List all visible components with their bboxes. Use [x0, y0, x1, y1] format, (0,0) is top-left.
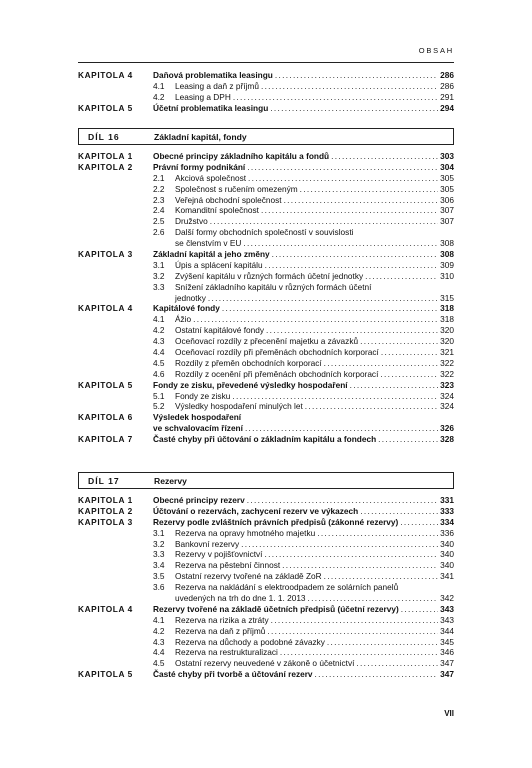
toc-entry [78, 336, 454, 347]
toc-entry [78, 173, 454, 184]
page-number-ref: 307 [440, 216, 454, 227]
running-head: OBSAH [418, 46, 454, 55]
chapter-label: KAPITOLA 3 [78, 249, 133, 260]
section-number: 4.2 [153, 325, 165, 336]
entry-title: jednotky [175, 292, 206, 303]
entry-title: Snížení základního kapitálu v různých formách účetní [175, 281, 372, 292]
entry-title: Zvýšení kapitálu v různých formách účetní jednotky [175, 270, 364, 281]
dot-leader [247, 495, 438, 506]
toc-entry [78, 260, 454, 271]
chapter-label: KAPITOLA 5 [78, 669, 133, 680]
toc-entry [78, 571, 454, 582]
entry-title: Rezerva na pěstební činnost [175, 560, 281, 571]
toc-entry [78, 593, 454, 604]
dot-leader [233, 92, 438, 103]
toc-entry [78, 293, 454, 304]
dot-leader [243, 238, 438, 249]
page-number-ref: 291 [440, 91, 454, 102]
entry-title: Výsledek hospodaření [153, 412, 242, 423]
chapter-label: KAPITOLA 2 [78, 505, 133, 516]
toc-entry [78, 549, 454, 560]
section-number: 3.1 [153, 259, 165, 270]
entry-title: Časté chyby při účtování o základním kapitálu a fondech [153, 434, 377, 445]
section-number: 3.4 [153, 560, 165, 571]
toc-entry [78, 325, 454, 336]
dot-leader [356, 658, 438, 669]
entry-title: Obecné principy základního kapitálu a fondů [153, 151, 330, 161]
toc-entry [78, 103, 454, 114]
page-number-ref: 318 [440, 314, 454, 325]
section-number: 2.3 [153, 194, 165, 205]
chapter-label: KAPITOLA 4 [78, 303, 133, 314]
toc-entry [78, 162, 454, 173]
toc-entry [78, 517, 454, 528]
section-number: 3.5 [153, 571, 165, 582]
page-number-ref: 307 [440, 205, 454, 216]
dot-leader [271, 615, 438, 626]
dot-leader [241, 539, 438, 550]
entry-title: Akciová společnost [175, 172, 247, 183]
toc-entry [78, 560, 454, 571]
page-number-ref: 343 [440, 614, 454, 625]
dot-leader [261, 205, 438, 216]
toc-entry [78, 615, 454, 626]
section-number: 4.6 [153, 368, 165, 379]
entry-title: Rezerva na daň z příjmů [175, 625, 266, 636]
entry-title: Bankovní rezervy [175, 538, 240, 549]
toc-entry [78, 626, 454, 637]
section-number: 3.3 [153, 549, 165, 560]
dot-leader [380, 369, 438, 380]
entry-title: Rezervy tvořené na základě účetních předpisů (účetní rezervy) [153, 603, 399, 614]
page-number-ref: 303 [440, 151, 454, 161]
dot-leader [245, 423, 438, 434]
toc-entry [78, 249, 454, 260]
section-number: 4.2 [153, 625, 165, 636]
dot-leader [360, 336, 438, 347]
dot-leader [360, 506, 438, 517]
section-number: 4.5 [153, 658, 165, 669]
toc-entry [78, 369, 454, 380]
toc-entry [78, 92, 454, 103]
page-number-ref: 321 [440, 347, 454, 358]
toc-entry [78, 347, 454, 358]
page-number-ref: 305 [440, 172, 454, 183]
page-number-ref: 331 [440, 495, 454, 505]
toc-part-17-entries [78, 495, 454, 680]
dot-leader [350, 380, 438, 391]
toc-entry [78, 151, 454, 162]
toc-entry [78, 271, 454, 282]
toc-entry [78, 647, 454, 658]
dot-leader [193, 314, 438, 325]
dot-leader [248, 173, 438, 184]
toc-entry [78, 495, 454, 506]
page-number-ref: 322 [440, 357, 454, 368]
page-number-ref: 306 [440, 194, 454, 205]
dot-leader [381, 347, 438, 358]
entry-title: Ážio [175, 314, 192, 325]
chapter-label: KAPITOLA 1 [78, 495, 133, 505]
page-number-ref: 334 [440, 516, 454, 527]
toc-entry [78, 604, 454, 615]
chapter-label: KAPITOLA 3 [78, 516, 133, 527]
toc-entry [78, 401, 454, 412]
dot-leader [315, 669, 438, 680]
section-number: 4.5 [153, 357, 165, 368]
page-number-ref: 328 [440, 434, 454, 445]
entry-title: Právní formy podnikání [153, 161, 246, 172]
section-number: 2.5 [153, 216, 165, 227]
toc-entry [78, 238, 454, 249]
dot-leader [232, 391, 438, 402]
entry-title: Rozdíly z ocenění při přeměnách obchodních korporací [175, 368, 379, 379]
entry-title: Základní kapitál a jeho změny [153, 249, 270, 260]
section-number: 2.4 [153, 205, 165, 216]
section-number: 3.1 [153, 527, 165, 538]
section-number: 4.1 [153, 614, 165, 625]
page-number-ref: 286 [440, 80, 454, 91]
entry-title: Výsledky hospodaření minulých let [175, 401, 303, 412]
entry-title: Rezervy podle zvláštních právních předpisů (zákonné rezervy) [153, 516, 399, 527]
dot-leader [324, 358, 438, 369]
entry-title: Oceňovací rozdíly při přeměnách obchodních korporací [175, 347, 379, 358]
dot-leader [266, 325, 438, 336]
page-number-ref: 294 [440, 102, 454, 113]
section-number: 4.4 [153, 347, 165, 358]
page-number-ref: 324 [440, 390, 454, 401]
dot-leader [261, 81, 438, 92]
entry-title: Oceňovací rozdíly z přecenění majetku a závazků [175, 336, 359, 347]
dot-leader [327, 637, 438, 648]
dot-leader [324, 571, 438, 582]
entry-title: Rezervy v pojišťovnictví [175, 549, 263, 560]
toc-entry [78, 303, 454, 314]
toc-entry [78, 637, 454, 648]
toc-entry [78, 423, 454, 434]
chapter-label: KAPITOLA 6 [78, 412, 133, 423]
toc-entry [78, 282, 454, 293]
section-number: 2.1 [153, 172, 165, 183]
dot-leader [331, 151, 438, 162]
entry-title: Účetní problematika leasingu [153, 102, 269, 113]
chapter-label: KAPITOLA 7 [78, 434, 133, 445]
entry-title: Ostatní kapitálové fondy [175, 325, 265, 336]
section-number: 5.1 [153, 390, 165, 401]
page-number-ref: 347 [440, 669, 454, 680]
entry-title: Obecné principy rezerv [153, 495, 245, 505]
dot-leader [272, 249, 438, 260]
section-number: 3.2 [153, 270, 165, 281]
chapter-label: KAPITOLA 1 [78, 151, 133, 161]
entry-title: Fondy ze zisku [175, 390, 231, 401]
page-number-ref: 341 [440, 571, 454, 582]
toc-entry [78, 81, 454, 92]
toc-entry [78, 380, 454, 391]
toc-entry [78, 434, 454, 445]
dot-leader [247, 162, 438, 173]
toc-entry [78, 184, 454, 195]
page-number-ref: 320 [440, 325, 454, 336]
entry-title: Rezerva na opravy hmotného majetku [175, 527, 316, 538]
dot-leader [275, 70, 438, 81]
entry-title: Rezerva na nakládání s elektroodpadem ze solárních panelů [175, 582, 399, 593]
section-number: 4.3 [153, 636, 165, 647]
dot-leader [282, 560, 438, 571]
dot-leader [400, 517, 438, 528]
toc-entry [78, 506, 454, 517]
dot-leader [305, 401, 438, 412]
dot-leader [317, 528, 438, 539]
dot-leader [222, 303, 438, 314]
dot-leader [401, 604, 438, 615]
page-number-ref: 346 [440, 647, 454, 658]
dot-leader [265, 260, 438, 271]
dot-leader [270, 103, 438, 114]
entry-title: uvedených na trh do dne 1. 1. 2013 [175, 593, 306, 604]
section-number: 5.2 [153, 401, 165, 412]
toc-entry [78, 412, 454, 423]
entry-title: Další formy obchodních společností v souvislosti [175, 227, 354, 238]
entry-title: Fondy ze zisku, převedené výsledky hospodaření [153, 379, 348, 390]
entry-title: Úpis a splácení kapitálu [175, 259, 263, 270]
dot-leader [208, 293, 438, 304]
toc-entry [78, 391, 454, 402]
toc-entry [78, 658, 454, 669]
page-number-ref: 345 [440, 636, 454, 647]
page-number-ref: 308 [440, 238, 454, 249]
toc-entry [78, 195, 454, 206]
page-number-ref: 340 [440, 560, 454, 571]
chapter-label: KAPITOLA 5 [78, 102, 133, 113]
page-number-ref: 326 [440, 423, 454, 434]
section-number: 3.2 [153, 538, 165, 549]
part-label: DÍL 16 [88, 132, 120, 142]
entry-title: Leasing a DPH [175, 91, 231, 102]
part-heading-17 [78, 472, 454, 489]
part-label: DÍL 17 [88, 476, 120, 486]
section-number: 2.6 [153, 227, 165, 238]
dot-leader [365, 271, 438, 282]
entry-title: Družstvo [175, 216, 208, 227]
page-number-ref: 315 [440, 292, 454, 303]
page-number-ref: 308 [440, 249, 454, 260]
entry-title: Komanditní společnost [175, 205, 259, 216]
toc-entry [78, 582, 454, 593]
dot-leader [300, 184, 438, 195]
toc-entry [78, 227, 454, 238]
section-number: 4.2 [153, 91, 165, 102]
section-number: 2.2 [153, 183, 165, 194]
dot-leader [267, 626, 438, 637]
dot-leader [280, 647, 438, 658]
toc-entry [78, 528, 454, 539]
entry-title: Ostatní rezervy neuvedené v zákoně o účetnictví [175, 658, 355, 669]
entry-title: ve schvalovacím řízení [153, 423, 243, 434]
entry-title: Společnost s ručením omezeným [175, 183, 298, 194]
entry-title: Ostatní rezervy tvořené na základě ZoR [175, 571, 322, 582]
toc-entry [78, 314, 454, 325]
dot-leader [210, 216, 438, 227]
page-number-ref: 344 [440, 625, 454, 636]
section-number: 4.1 [153, 314, 165, 325]
page-number-ref: 347 [440, 658, 454, 669]
chapter-label: KAPITOLA 4 [78, 603, 133, 614]
entry-title: Rezerva na rizika a ztráty [175, 614, 269, 625]
entry-title: Leasing a daň z příjmů [175, 80, 259, 91]
toc-section-top [78, 70, 454, 114]
entry-title: Rezerva na restrukturalizaci [175, 647, 278, 658]
chapter-label: KAPITOLA 2 [78, 161, 133, 172]
page-number-ref: 310 [440, 270, 454, 281]
part-heading-16 [78, 128, 454, 145]
section-number: 4.3 [153, 336, 165, 347]
entry-title: Kapitálové fondy [153, 303, 220, 314]
toc-entry [78, 205, 454, 216]
section-number: 3.3 [153, 281, 165, 292]
toc-entry [78, 216, 454, 227]
page-number-ref: 304 [440, 161, 454, 172]
toc-part-16-entries [78, 151, 454, 445]
section-number: 4.1 [153, 80, 165, 91]
part-title: Rezervy [154, 476, 187, 486]
entry-title: Rozdíly z přeměn obchodních korporací [175, 357, 322, 368]
toc-entry [78, 539, 454, 550]
toc-entry [78, 358, 454, 369]
entry-title: Veřejná obchodní společnost [175, 194, 282, 205]
dot-leader [265, 549, 439, 560]
section-number: 4.4 [153, 647, 165, 658]
toc-entry [78, 70, 454, 81]
dot-leader [308, 593, 438, 604]
toc-entry [78, 669, 454, 680]
page-number-ref: 324 [440, 401, 454, 412]
entry-title: Časté chyby při tvorbě a účtování rezerv [153, 669, 313, 680]
page-number-ref: 340 [440, 538, 454, 549]
page-number-ref: 286 [440, 70, 454, 80]
page-number-ref: 333 [440, 505, 454, 516]
page-number: VII [444, 709, 454, 718]
page-number-ref: 320 [440, 336, 454, 347]
header-rule [78, 62, 454, 63]
dot-leader [378, 434, 438, 445]
part-title: Základní kapitál, fondy [154, 132, 247, 142]
page-number-ref: 309 [440, 259, 454, 270]
page-number-ref: 340 [440, 549, 454, 560]
chapter-label: KAPITOLA 5 [78, 379, 133, 390]
page-number-ref: 305 [440, 183, 454, 194]
page-number-ref: 342 [440, 593, 454, 604]
dot-leader [284, 195, 438, 206]
entry-title: Rezerva na důchody a podobné závazky [175, 636, 325, 647]
entry-title: se členstvím v EU [175, 238, 242, 249]
section-number: 3.6 [153, 582, 165, 593]
entry-title: Daňová problematika leasingu [153, 70, 273, 80]
page-number-ref: 318 [440, 303, 454, 314]
page-number-ref: 322 [440, 368, 454, 379]
chapter-label: KAPITOLA 4 [78, 70, 133, 80]
entry-title: Účtování o rezervách, zachycení rezerv ve výkazech [153, 505, 359, 516]
page-number-ref: 323 [440, 379, 454, 390]
page-number-ref: 336 [440, 527, 454, 538]
page-number-ref: 343 [440, 603, 454, 614]
